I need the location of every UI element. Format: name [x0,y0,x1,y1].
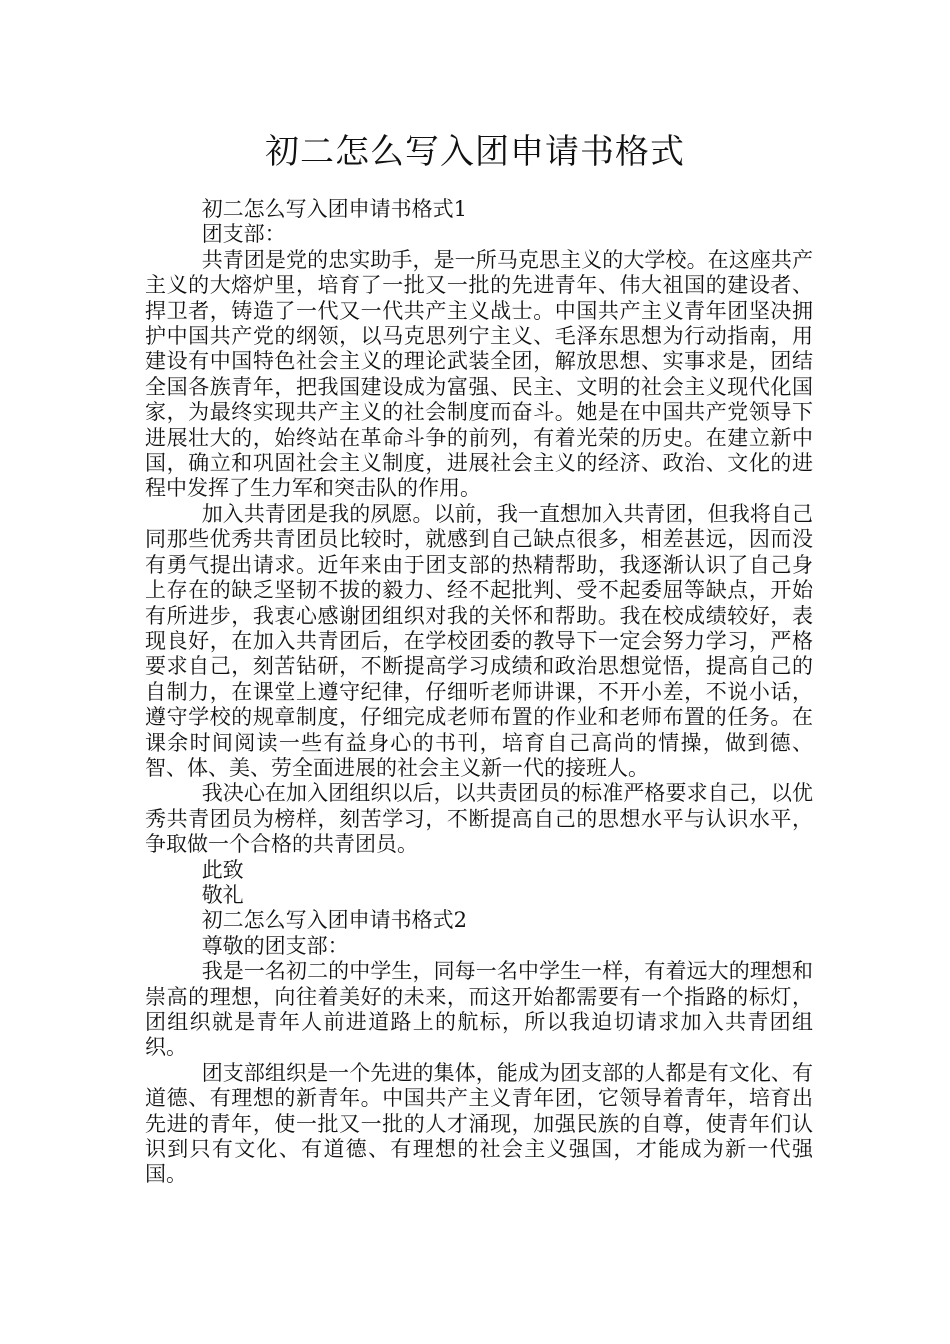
salutation-1: 团支部： [201,222,286,247]
closing-cizhi: 此致 [201,857,244,882]
closing-jingli: 敬礼 [201,882,244,907]
document-title: 初二怎么写入团申请书格式 [265,132,685,172]
section-heading-2: 初二怎么写入团申请书格式2 [201,908,468,933]
body-paragraph: 加入共青团是我的夙愿。以前，我一直想加入共青团，但我将自己同那些优秀共青团员比较时，就感到自己缺点很多，相差甚远，因而没有勇气提出请求。近年来由于团支部的热精帮助，我逐渐认识了自己身上存在的缺乏坚韧不拔的毅力、经不起批判、受不起委屈等缺点，开始有所进步，我衷心感谢团组织对我的关怀和帮助。我在校成绩较好，表现良好，在加入共青团后，在学校团委的教导下一定会努力学习，严格要求自己，刻苦钻研，不断提高学习成绩和政治思想觉悟，提高自己的自制力，在课堂上遵守纪律，仔细听老师讲课，不开小差，不说小话，遵守学校的规章制度，仔细完成老师布置的作业和老师布置的任务。在课余时间阅读一些有益身心的书刊，培育自己高尚的情操，做到德、智、体、美、劳全面进展的社会主义新一代的接班人。 [145,501,813,780]
body-paragraph: 共青团是党的忠实助手，是一所马克思主义的大学校。在这座共产主义的大熔炉里，培育了一批又一批的先进青年、伟大祖国的建设者、捍卫者，铸造了一代又一代共产主义战士。中国共产主义青年团坚决拥护中国共产党的纲领，以马克思列宁主义、毛泽东思想为行动指南，用建设有中国特色社会主义的理论武装全团，解放思想、实事求是，团结全国各族青年，把我国建设成为富强、民主、文明的社会主义现代化国家，为最终实现共产主义的社会制度而奋斗。她是在中国共产党领导下进展壮大的，始终站在革命斗争的前列，有着光荣的历史。在建立新中国，确立和巩固社会主义制度，进展社会主义的经济、政治、文化的进程中发挥了生力军和突击队的作用。 [145,247,813,501]
body-paragraph: 我是一名初二的中学生，同每一名中学生一样，有着远大的理想和崇高的理想，向往着美好的未来，而这开始都需要有一个指路的标灯，团组织就是青年人前进道路上的航标，所以我迫切请求加入共青团组织。 [145,959,813,1060]
section-heading-1: 初二怎么写入团申请书格式1 [201,197,468,221]
document-body [145,197,813,1188]
body-paragraph: 团支部组织是一个先进的集体，能成为团支部的人都是有文化、有道德、有理想的新青年。中国共产主义青年团，它领导着青年，培育出先进的青年，使一批又一批的人才涌现，加强民族的自尊，使青年们认识到只有文化、有道德、有理想的社会主义强国，才能成为新一代强国。 [145,1060,813,1187]
body-paragraph: 我决心在加入团组织以后，以共责团员的标准严格要求自己，以优秀共青团员为榜样，刻苦学习，不断提高自己的思想水平与认识水平，争取做一个合格的共青团员。 [145,781,813,857]
salutation-2: 尊敬的团支部： [201,933,349,958]
